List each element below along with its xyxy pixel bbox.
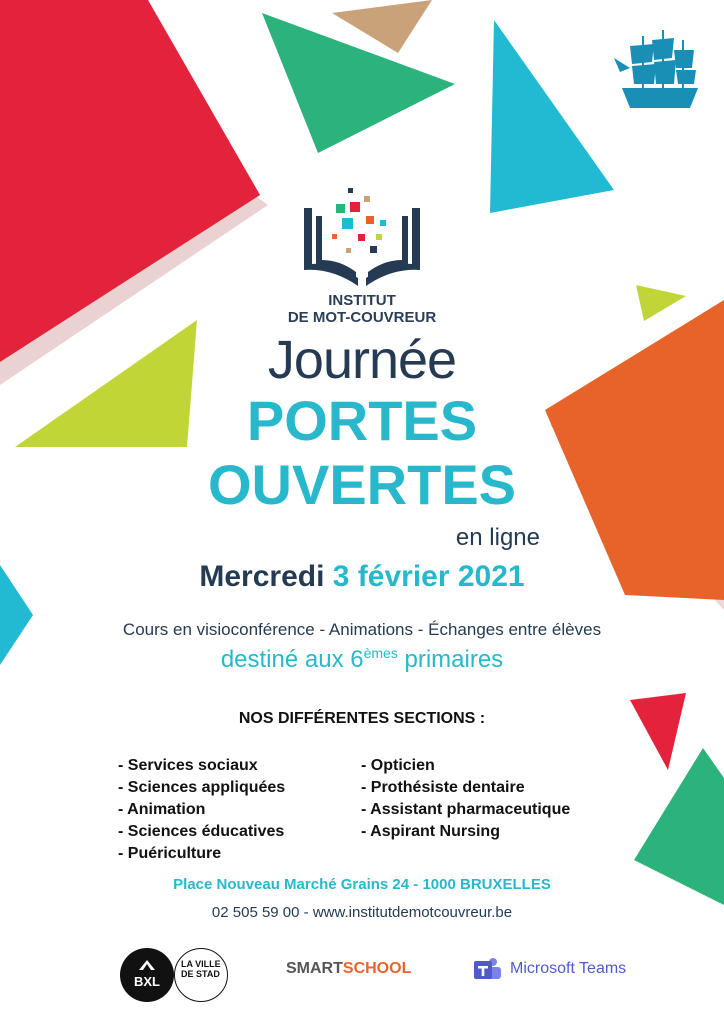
headline-journee: Journée (267, 330, 457, 390)
section-item: - Sciences appliquées (118, 779, 286, 796)
teams-icon (472, 955, 502, 985)
smartschool-logo-part1: SMART (286, 960, 343, 977)
teams-logo-text: Microsoft Teams (510, 960, 627, 977)
institute-name-line2: DE MOT-COUVREUR (287, 309, 437, 326)
audience-sup: èmes (363, 645, 398, 661)
section-item: - Prothésiste dentaire (361, 779, 525, 796)
cyan-triangle-left (0, 565, 33, 665)
green-triangle-top (262, 13, 455, 153)
section-item: - Opticien (361, 757, 435, 774)
institute-name (262, 292, 462, 326)
lime-triangle-small (636, 285, 686, 321)
ship-icon (612, 28, 708, 114)
audience-suffix: primaires (397, 646, 504, 673)
contact-line[interactable]: 02 505 59 00 - www.institutdemotcouvreur.be (211, 904, 513, 921)
audience-prefix: destiné aux 6 (220, 646, 364, 673)
headline-ouvertes: OUVERTES (207, 453, 517, 516)
event-date (100, 560, 624, 594)
bxl-logo-text: BXL (134, 974, 160, 989)
smartschool-logo-part2: SCHOOL (342, 960, 412, 977)
event-date-rest: 3 février 2021 (332, 560, 525, 593)
sections-column-2 (361, 755, 570, 843)
section-item: - Puériculture (118, 845, 222, 862)
open-book-icon (292, 182, 432, 294)
red-triangle (0, 0, 260, 362)
section-item: - Services sociaux (118, 757, 258, 774)
sections-title: NOS DIFFÉRENTES SECTIONS : (238, 710, 486, 727)
activities-line: Cours en visioconférence - Animations - Échanges entre élèves (122, 620, 602, 639)
institute-name-line1: INSTITUT (328, 292, 396, 309)
smartschool-logo (286, 960, 411, 978)
cyan-triangle-top (490, 20, 614, 213)
address: Place Nouveau Marché Grains 24 - 1000 BRUXELLES (173, 876, 551, 893)
bxl-logo (120, 948, 174, 1002)
event-date-day: Mercredi (199, 560, 325, 593)
section-item: - Assistant pharmaceutique (361, 801, 571, 818)
audience-line (100, 645, 624, 674)
red-triangle-bottom (630, 693, 686, 770)
section-item: - Sciences éducatives (118, 823, 285, 840)
orange-triangle (545, 300, 724, 600)
bxl-emblem-icon (137, 958, 157, 972)
ville-logo-text: LA VILLE DE STAD (181, 959, 221, 979)
headline-portes: PORTES (246, 389, 478, 452)
sections-column-1 (118, 755, 285, 865)
section-item: - Animation (118, 801, 206, 818)
green-triangle-bottom (634, 748, 724, 905)
section-item: - Aspirant Nursing (361, 823, 500, 840)
ville-logo (174, 948, 228, 1002)
headline-en-ligne: en ligne (455, 524, 540, 551)
